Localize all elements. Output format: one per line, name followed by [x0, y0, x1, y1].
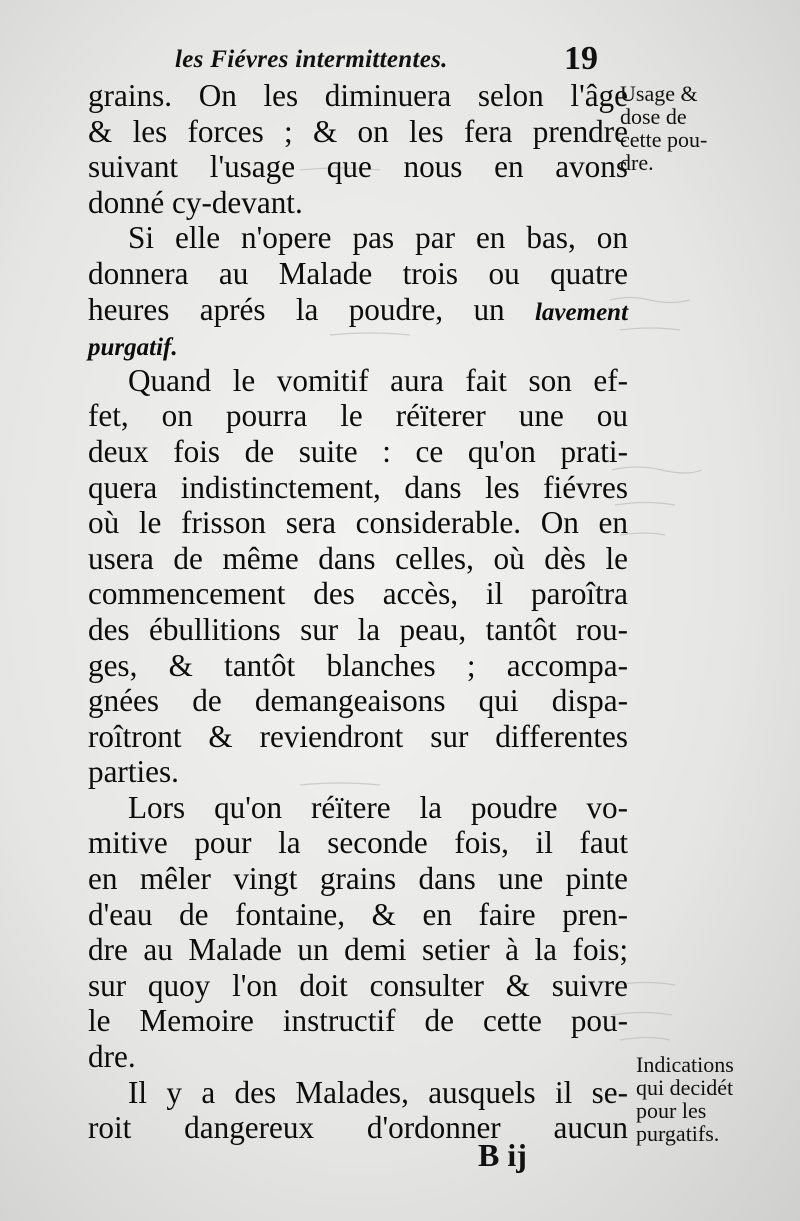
signature-mark: B ij: [478, 1137, 527, 1173]
body-line: dre au Malade un demi setier à la fois;: [88, 932, 628, 968]
body-line: d'eau de fontaine, & en faire pren-: [88, 896, 628, 932]
body-line: Lors qu'on réïtere la poudre vo-: [128, 789, 628, 825]
body-line: Quand le vomitif aura fait son ef-: [128, 362, 628, 398]
body-line: fet, on pourra le réïterer une ou: [88, 398, 628, 434]
running-title: les Fiévres intermittentes.: [175, 46, 448, 73]
margin-note-usage: [620, 82, 770, 174]
body-line: où le frisson sera considerable. On en: [88, 505, 628, 541]
body-line: donné cy-devant.: [88, 184, 303, 220]
italic-phrase: lavement: [534, 298, 629, 326]
margin-note-line: dose de: [620, 104, 687, 129]
body-line: & les forces ; & on les fera prendre: [88, 113, 628, 149]
body-line-text: heures aprés la poudre, un: [88, 291, 505, 327]
body-line: grains. On les diminuera selon l'âge: [88, 78, 628, 113]
body-line: roit dangereux d'ordonner aucun: [88, 1110, 628, 1146]
body-line: ges, & tantôt blanches ; accompa-: [88, 647, 628, 683]
body-line: en mêler vingt grains dans une pinte: [88, 861, 628, 897]
body-line: le Memoire instructif de cette pou-: [88, 1003, 628, 1039]
body-line: deux fois de suite : ce qu'on prati-: [88, 433, 628, 469]
margin-note-line: cette pou-: [620, 127, 708, 152]
body-line: commencement des accès, il paroîtra: [88, 576, 628, 612]
body-line: des ébullitions sur la peau, tantôt rou-: [88, 611, 628, 647]
body-line: parties.: [88, 754, 179, 790]
page-number: 19: [564, 40, 598, 77]
running-head: [170, 40, 610, 80]
body-line: quera indistinctement, dans les fiévres: [88, 469, 628, 505]
body-line: donnera au Malade trois ou quatre: [88, 255, 628, 291]
body-line: gnées de demangeaisons qui dispa-: [88, 683, 628, 719]
body-line: dre.: [88, 1039, 136, 1075]
margin-note-line: dre.: [620, 150, 654, 175]
italic-word: purgatif.: [88, 334, 178, 362]
margin-note-line: purgatifs.: [636, 1121, 720, 1146]
margin-note-line: Usage &: [620, 81, 698, 106]
body-line: usera de même dans celles, où dès le: [88, 540, 628, 576]
body-line: [88, 327, 628, 363]
body-line: suivant l'usage que nous en avons: [88, 149, 628, 185]
margin-note-indications: [636, 1053, 786, 1145]
body-line: mitive pour la seconde fois, il faut: [88, 825, 628, 861]
margin-note-line: qui decidét: [636, 1075, 734, 1100]
body-line: roîtront & reviendront sur differentes: [88, 718, 628, 754]
margin-note-line: pour les: [636, 1098, 707, 1123]
margin-note-line: Indications: [636, 1052, 734, 1077]
body-line: sur quoy l'on doit consulter & suivre: [88, 967, 628, 1003]
body-line: Il y a des Malades, ausquels il se-: [128, 1074, 628, 1110]
body-text: [88, 78, 628, 1146]
body-line: Si elle n'opere pas par en bas, on: [128, 220, 628, 256]
body-line-with-italic: [88, 292, 628, 328]
